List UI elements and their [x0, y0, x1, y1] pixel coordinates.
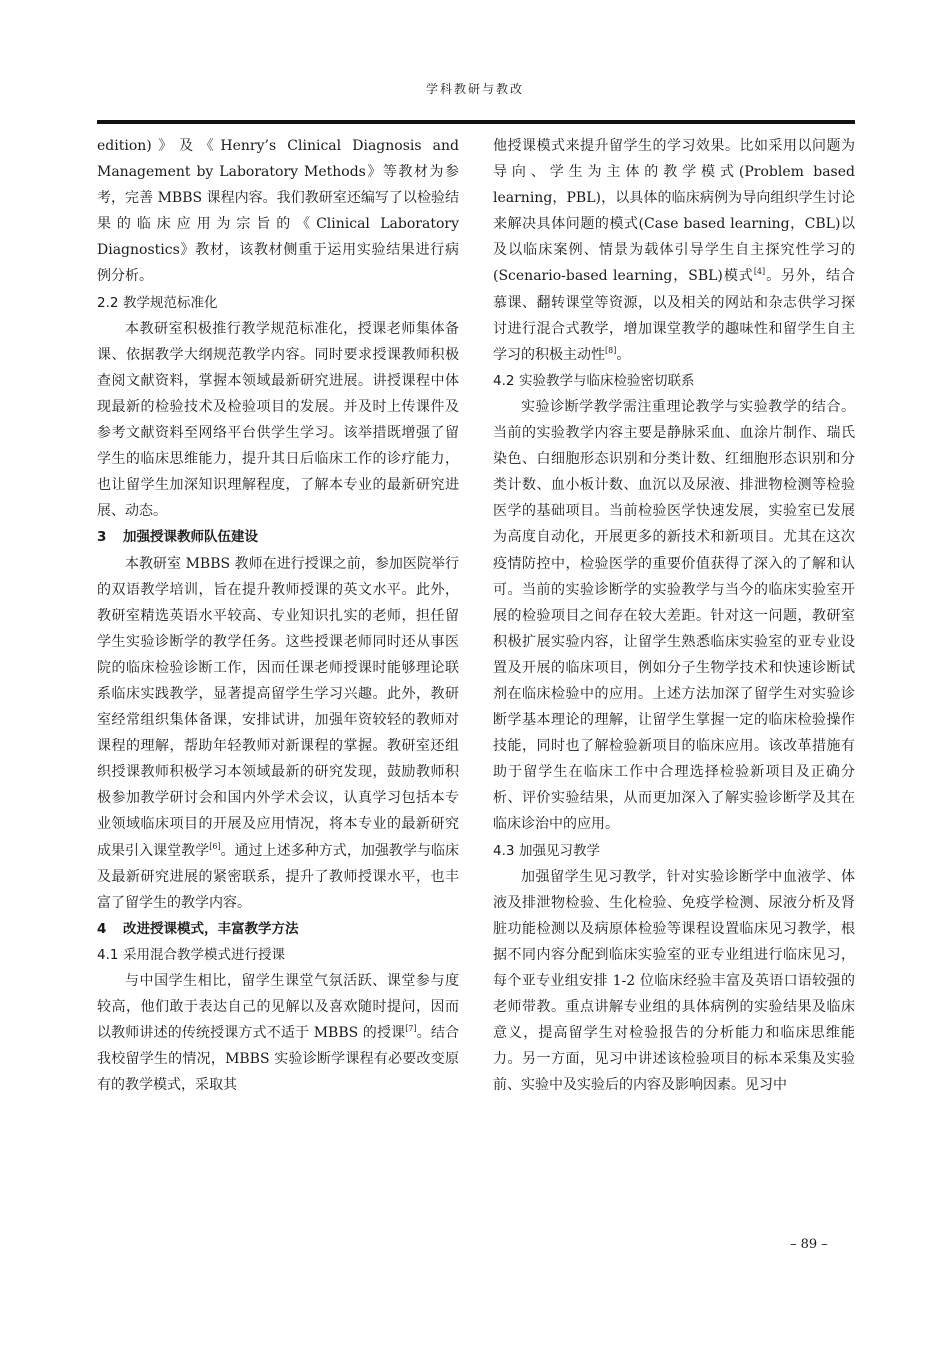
section-heading-2-2: 2.2 教学规范标准化 [97, 294, 218, 311]
paragraph: 加强留学生见习教学，针对实验诊断学中血液学、体液及排泄物检验、生化检验、免疫学检测、尿液分析及肾脏功能检测以及病原体检验等课程设置临床见习教学，根据不同内容分配到临床实验室的亚专业组进行临床见习，每个亚专业组安排 1-2 位临床经验丰富及英语口语较强的老师带教。重点讲解专业组的具体病例的实验结果及临床意义，提高留学生对检验报告的分析能力和临床思维能力。另一方面，见习中讲述该检验项目的标本采集及实验前、实验中及实验后的内容及影响因素。见习中 [493, 868, 855, 1094]
citation[interactable]: [7] [405, 1024, 417, 1034]
left-column [97, 133, 459, 1098]
citation[interactable]: [8] [605, 345, 617, 355]
section-heading-4-1: 4.1 采用混合教学模式进行授课 [97, 946, 285, 963]
page-number: – 89 – [790, 1237, 828, 1252]
paragraph: 与中国学生相比，留学生课堂气氛活跃、课堂参与度较高，他们敢于表达自己的见解以及喜欢随时提问，因而以教师讲述的传统授课方式不适于 MBBS 的授课[7]。结合我校留学生的情况，MBBS 实验诊断学课程有必要改变原有的教学模式，采取其 [97, 973, 460, 1094]
paragraph: 本教研室积极推行教学规范标准化，授课老师集体备课、依据教学大纲规范教学内容。同时要求授课教师积极查阅文献资料，掌握本领域最新研究进展。讲授课程中体现最新的检验技术及检验项目的发展。并及时上传课件及参考文献资料至网络平台供学生学习。该举措既增强了留学生的临床思维能力，提升其日后临床工作的诊疗能力，也让留学生加深知识理解程度，了解本专业的最新研究进展、动态。 [97, 320, 459, 520]
section-heading-4: 4 改进授课模式，丰富教学方法 [97, 920, 299, 937]
paragraph: 本教研室 MBBS 教师在进行授课之前，参加医院举行的双语教学培训，旨在提升教师授课的英文水平。此外，教研室精选英语水平较高、专业知识扎实的老师，担任留学生实验诊断学的教学任务。这些授课老师同时还从事医院的临床检验诊断工作，因而任课老师授课时能够理论联系临床实践教学，显著提高留学生学习兴趣。此外，教研室经常组织集体备课，安排试讲，加强年资较轻的教师对课程的理解，帮助年轻教师对新课程的掌握。教研室还组织授课教师积极学习本领域最新的研究发现，鼓励教师积极参加教学研讨会和国内外学术会议，认真学习包括本专业领域临床项目的开展及应用情况，将本专业的最新研究成果引入课堂教学[6]。通过上述多种方式，加强教学与临床及最新研究进展的紧密联系，提升了教师授课水平，也丰富了留学生的教学内容。 [97, 555, 460, 911]
citation[interactable]: [4] [753, 267, 766, 277]
paragraph: edition)》及《Henry’s Clinical Diagnosis and Management by Laboratory Methods》等教材为参考，完善 MBBS 课程内容。我们教研室还编写了以检验结果的临床应用为宗旨的《Clinical Laboratory Diagnostics》教材，该教材侧重于运用实验结果进行病例分析。 [97, 138, 459, 285]
paragraph: 实验诊断学教学需注重理论教学与实验教学的结合。当前的实验教学内容主要是静脉采血、血涂片制作、瑞氏染色、白细胞形态识别和分类计数、红细胞形态识别和分类计数、血小板计数、血沉以及尿液、排泄物检测等检验医学的基础项目。当前检验医学快速发展，实验室已发展为高度自动化，开展更多的新技术和新项目。尤其在这次疫情防控中，检验医学的重要价值获得了深入的了解和认可。当前的实验诊断学的实验教学与当今的临床实验室开展的检验项目之间存在较大差距。针对这一问题，教研室积极扩展实验内容，让留学生熟悉临床实验室的亚专业设置及开展的临床项目，例如分子生物学技术和快速诊断试剂在临床检验中的应用。上述方法加深了留学生对实验诊断学基本理论的理解，让留学生掌握一定的临床检验操作技能，同时也了解检验新项目的临床应用。该改革措施有助于留学生在临床工作中合理选择检验新项目及正确分析、评价实验结果，从而更加深入了解实验诊断学及其在临床诊治中的应用。 [493, 398, 855, 833]
running-header: 学科教研与教改 [425, 82, 524, 96]
section-heading-4-3: 4.3 加强见习教学 [493, 842, 600, 859]
citation[interactable]: [6] [209, 841, 221, 851]
section-heading-3: 3 加强授课教师队伍建设 [97, 529, 258, 546]
right-column [493, 133, 855, 1098]
section-heading-4-2: 4.2 实验教学与临床检验密切联系 [493, 372, 695, 389]
header-rule [97, 120, 855, 124]
paragraph: 他授课模式来提升留学生的学习效果。比如采用以问题为导向、学生为主体的教学模式(Problem based learning，PBL)，以具体的临床病例为导向组织学生讨论来解决具体问题的模式(Case based learning，CBL)以及以临床案例、情景为载体引导学生自主探究性学习的(Scenario-based learning，SBL)模式[4]。另外，结合慕课、翻转课堂等资源，以及相关的网站和杂志供学习探讨进行混合式教学，增加课堂教学的趣味性和留学生自主学习的积极主动性[8]。 [493, 138, 855, 363]
